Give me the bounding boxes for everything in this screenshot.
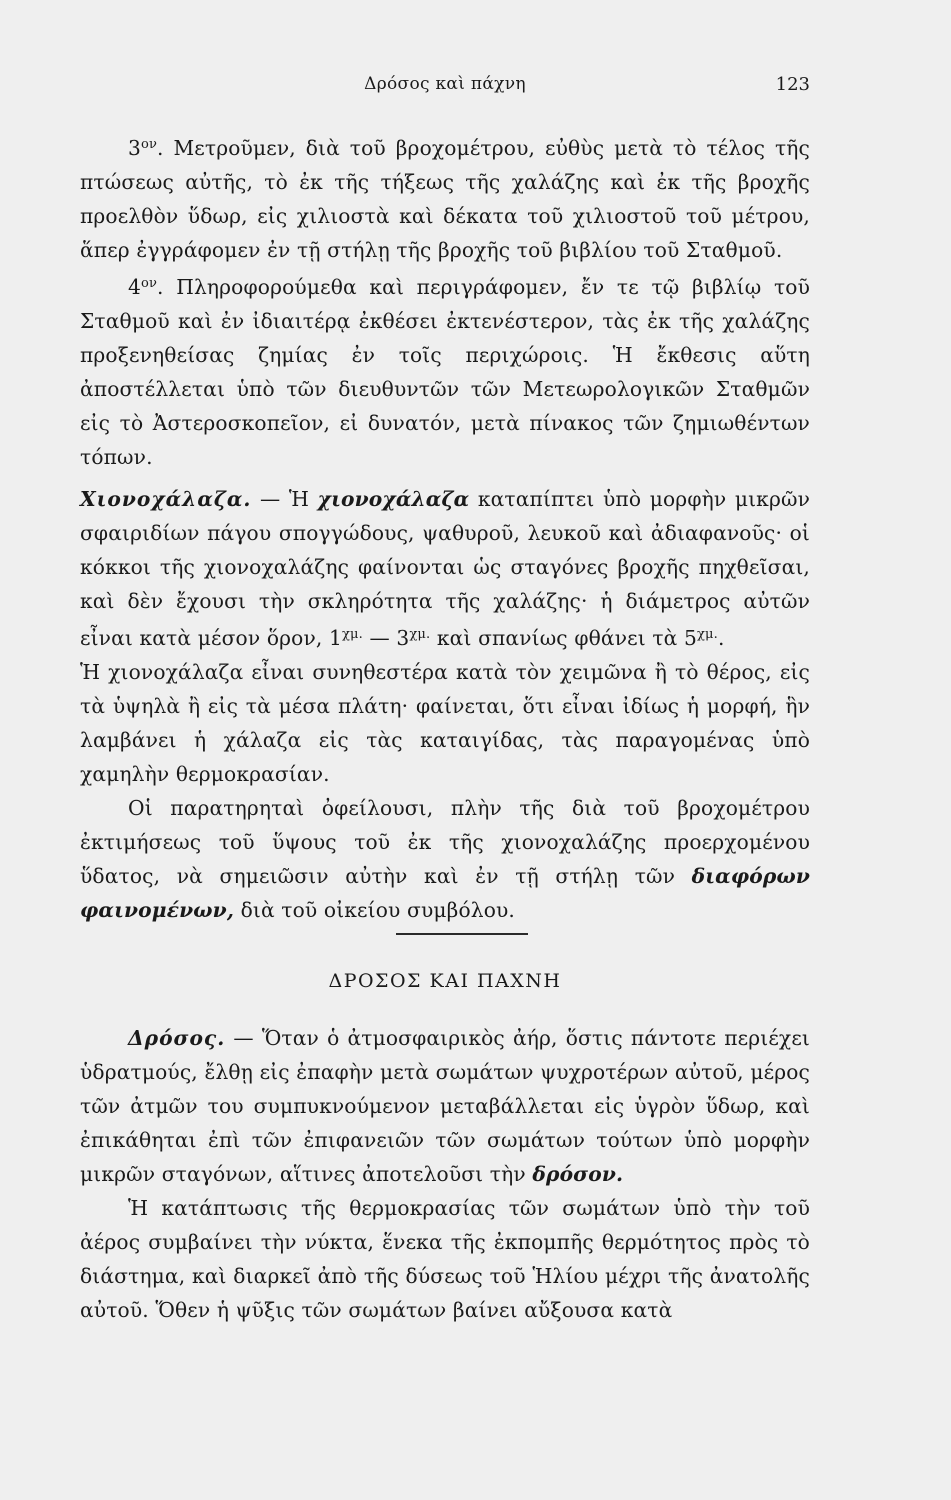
entry-heading: Χιονοχάλαζα. — [80, 487, 252, 511]
entry-heading: Δρόσος. — [128, 1026, 226, 1050]
paragraph-drosos-cooling: Ἡ κατάπτωσις τῆς θερμοκρασίας τῶν σωμάτων ὑπὸ τὴν τοῦ ἀέρος συμβαίνει τὴν νύκτα, ἕνεκα τῆς ἐκπομπῆς θερμότητος πρὸς τὸ διάστημα, καὶ διαρκεῖ ἀπὸ τῆς δύσεως τοῦ Ἡλίου μέχρι τῆς ἀνατολῆς αὐτοῦ. Ὅθεν ἡ ψῦξις τῶν σωμάτων βαίνει αὔξουσα κατὰ — [80, 1196, 810, 1322]
emphasis-text: διαφόρων φαινομένων, — [80, 864, 810, 922]
running-head — [80, 74, 810, 102]
paragraph-item-4 — [80, 267, 810, 474]
emphasis-text: δρόσον. — [532, 1162, 624, 1186]
ordinal-suffix: ον — [141, 276, 158, 291]
paragraph-chionochalaza-season: Ἡ χιονοχάλαζα εἶναι συνηθεστέρα κατὰ τὸν χειμῶνα ἢ τὸ θέρος, εἰς τὰ ὑψηλὰ ἢ εἰς τὰ μέσα πλάτη· φαίνεται, ὅτι εἶναι ἰδίως ἡ μορφή, ἣν λαμβάνει ἡ χάλαζα εἰς τὰς καταιγίδας, τὰς παραγομένας ὑπὸ χαμηλὴν θερμοκρασίαν. — [80, 660, 810, 786]
section-divider — [396, 933, 528, 935]
text-block-instructions — [80, 128, 810, 474]
ordinal-suffix: ον — [141, 137, 158, 152]
paragraph-text: — 3 — [362, 626, 410, 650]
dash: — Ἡ — [251, 487, 318, 511]
unit-superscript: χμ. — [697, 627, 718, 642]
paragraph-text: — Ὅταν ὁ ἀτμοσφαιρικὸς ἀήρ, ὅστις πάντοτε περιέχει ὑδρατμούς, ἔλθῃ εἰς ἐπαφὴν μετὰ σωμάτων ψυχροτέρων αὐτοῦ, μέρος τῶν ἀτμῶν του συμπυκνούμενον μεταβάλλεται εἰς ὑγρὸν ὕδωρ, καὶ ἐπικάθηται ἐπὶ τῶν ἐπιφανειῶν τῶν σωμάτων τούτων ὑπὸ μορφὴν μικρῶν σταγόνων, αἵτινες ἀποτελοῦσι τὴν — [80, 1026, 810, 1186]
item-number: 4 — [128, 275, 141, 299]
paragraph-text: . Πληροφορούμεθα καὶ περιγράφομεν, ἔν τε τῷ βιβλίῳ τοῦ Σταθμοῦ καὶ ἐν ἰδιαιτέρᾳ ἐκθέσει ἐκτενέστερον, τὰς ἐκ τῆς χαλάζης προξενηθείσας ζημίας ἐν τοῖς περιχώροις. Ἡ ἔκθεσις αὕτη ἀποστέλλεται ὑπὸ τῶν διευθυντῶν τῶν Μετεωρολογικῶν Σταθμῶν εἰς τὸ Ἀστεροσκοπεῖον, εἰ δυνατόν, μετὰ πίνακος τῶν ζημιωθέντων τόπων. — [80, 275, 810, 469]
unit-superscript: χμ. — [409, 627, 431, 642]
paragraph-text: διὰ τοῦ οἰκείου συμβόλου. — [234, 898, 516, 922]
paragraph-text: καταπίπτει ὑπὸ μορφὴν μικρῶν σφαιριδίων πάγου σπογγώδους, ψαθυροῦ, λευκοῦ καὶ ἀδιαφανοῦς· οἱ κόκκοι τῆς χιονοχαλάζης φαίνονται ὡς σταγόνες βροχῆς πηχθεῖσαι, καὶ δὲν ἔχουσι τὴν σκληρότητα τῆς χαλάζης· ἡ διάμετρος αὐτῶν εἶναι κατὰ μέσον ὅρον, 1 — [80, 487, 811, 650]
paragraph-text: . Μετροῦμεν, διὰ τοῦ βροχομέτρου, εὐθὺς μετὰ τὸ τέλος τῆς πτώσεως αὐτῆς, τὸ ἐκ τῆς τήξεως τῆς χαλάζης καὶ ἐκ τῆς βροχῆς προελθὸν ὕδωρ, εἰς χιλιοστὰ καὶ δέκατα τοῦ χιλιοστοῦ τοῦ μέτρου, ἅπερ ἐγγράφομεν ἐν τῇ στήλῃ τῆς βροχῆς τοῦ βιβλίου τοῦ Σταθμοῦ. — [80, 136, 810, 262]
item-number: 3 — [128, 136, 141, 160]
text-block-drosos — [80, 1021, 810, 1327]
text-block-chionochalaza — [80, 482, 810, 927]
section-title: ΔΡΟΣΟΣ ΚΑΙ ΠΑΧΝΗ — [328, 970, 562, 992]
paragraph-text: καὶ σπανίως φθάνει τὰ 5 — [430, 626, 698, 650]
paragraph-chionochalaza-definition — [80, 482, 810, 655]
paragraph-item-3 — [80, 128, 810, 267]
defined-term: χιονοχάλαζα — [317, 487, 470, 511]
paragraph-text: . — [717, 626, 725, 650]
running-head-title: Δρόσος καὶ πάχνη — [364, 74, 526, 94]
page-number: 123 — [775, 74, 810, 95]
paragraph-drosos-definition — [80, 1021, 810, 1191]
paragraph-text: Οἱ παρατηρηταὶ ὀφείλουσι, πλὴν τῆς διὰ τοῦ βροχομέτρου ἐκτιμήσεως τοῦ ὕψους τοῦ ἐκ τῆς χιονοχαλάζης προερχομένου ὕδατος, νὰ σημειῶσιν αὐτὴν καὶ ἐν τῇ στήλῃ τῶν — [80, 796, 810, 888]
unit-superscript: χμ. — [342, 627, 363, 642]
paragraph-chionochalaza-observers — [80, 791, 810, 927]
